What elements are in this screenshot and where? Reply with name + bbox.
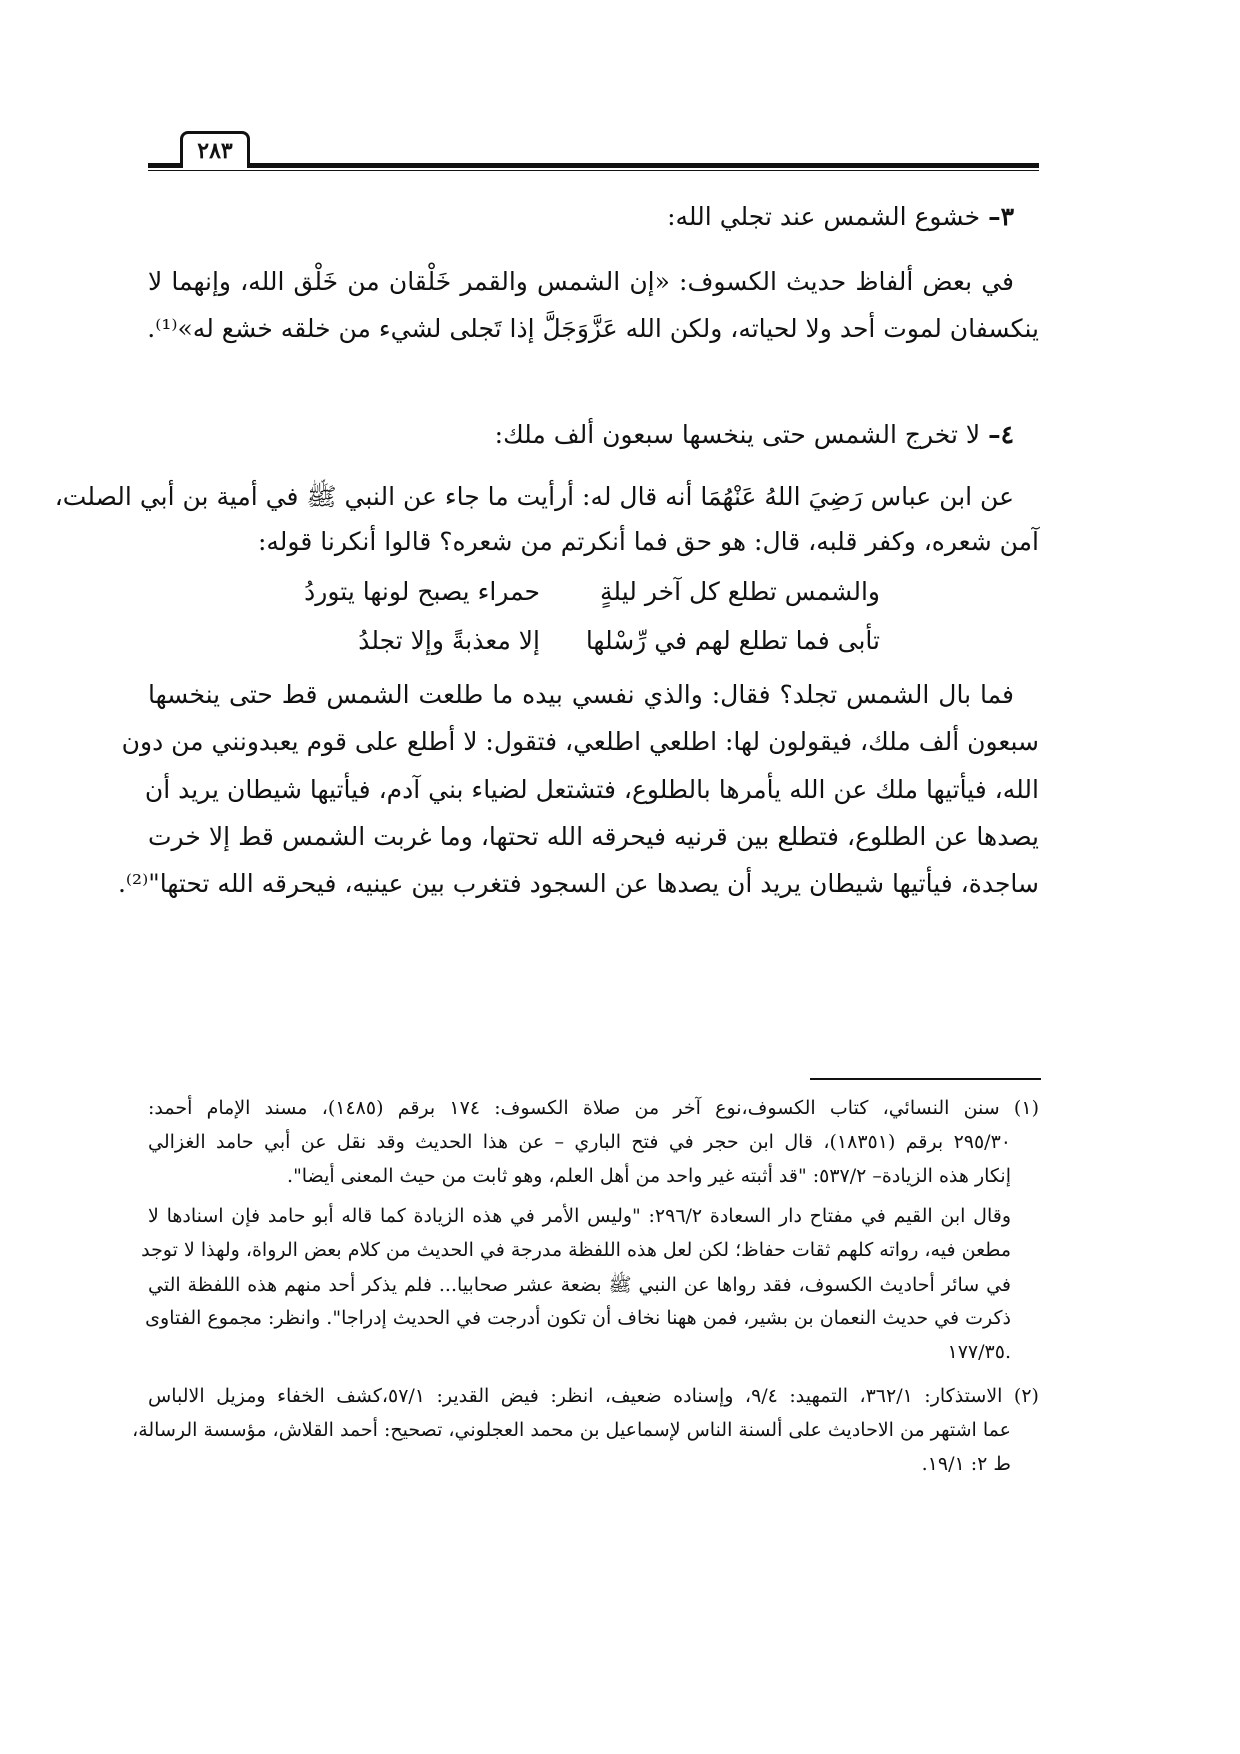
footnote-1-line: (١) سنن النسائي، كتاب الكسوف،نوع آخر من صلاة الكسوف: ١٧٤ برقم (١٤٨٥)، مسند الإمام أحمد: bbox=[148, 1097, 1039, 1119]
footnote-separator bbox=[810, 1078, 1041, 1080]
section-3-title: خشوع الشمس عند تجلي الله: bbox=[667, 202, 989, 231]
paragraph-line: في بعض ألفاظ حديث الكسوف: «إن الشمس والقمر خَلْقان من خَلْق الله، وإنهما لا bbox=[148, 267, 1014, 296]
footnote-1-line: وقال ابن القيم في مفتاح دار السعادة ٢٩٦/٢: "وليس الأمر في هذه الزيادة كما قاله أبو حامد فإن اسنادها لا bbox=[148, 1205, 1011, 1227]
header-rule-thin bbox=[148, 170, 1039, 171]
section-4-number: ٤– bbox=[988, 420, 1014, 449]
page-number: ٢٨٣ bbox=[180, 131, 250, 168]
verse-2-second-hemistich: إلا معذبةً وإلا تجلدُ bbox=[358, 626, 540, 655]
footnote-1-line: .١٧٧/٣٥ bbox=[947, 1341, 1011, 1363]
paragraph-line: يصدها عن الطلوع، فتطلع بين قرنيه فيحرقه الله تحتها، وما غربت الشمس قط إلا خرت bbox=[148, 822, 1039, 851]
footnote-1-line: ذكرت في حديث النعمان بن بشير، فمن ههنا نخاف أن تكون أدرجت في الحديث إدراجا". وانظر: مجموع الفتاوى bbox=[145, 1307, 1011, 1329]
paragraph-line: سبعون ألف ملك، فيقولون لها: اطلعي اطلعي، فتقول: لا أطلع على قوم يعبدونني من دون bbox=[121, 727, 1039, 756]
footnote-1-line: إنكار هذه الزيادة– ٥٣٧/٢: "قد أثبته غير واحد من أهل العلم، وهو ثابت من حيث المعنى أيضا". bbox=[287, 1165, 1011, 1187]
footnote-2-line: عما اشتهر من الاحاديث على ألسنة الناس لإسماعيل بن محمد العجلوني، تصحيح: أحمد القلاش، مؤسسة الرسالة، bbox=[132, 1419, 1011, 1441]
paragraph-line: آمن شعره، وكفر قلبه، قال: هو حق فما أنكرتم من شعره؟ قالوا أنكرنا قوله: bbox=[257, 527, 1039, 556]
paragraph-line: ينكسفان لموت أحد ولا لحياته، ولكن الله عَزَّوَجَلَّ إذا تَجلى لشيء من خلقه خشع له»⁽¹⁾. bbox=[147, 314, 1039, 343]
verse-2-first-hemistich: تأبى فما تطلع لهم في رِّسْلها bbox=[585, 626, 880, 655]
verse-1-first-hemistich: والشمس تطلع كل آخر ليلةٍ bbox=[600, 577, 880, 606]
section-3-number: ٣– bbox=[988, 202, 1014, 231]
header-rule-thick bbox=[148, 163, 1039, 168]
footnote-2-line: ط ٢: ١٩/١. bbox=[921, 1453, 1011, 1475]
footnote-2-line: (٢) الاستذكار: ٣٦٢/١، التمهيد: ٩/٤، وإسناده ضعيف، انظر: فيض القدير: ٥٧/١،كشف الخفاء ومزيل الالباس bbox=[148, 1385, 1039, 1407]
paragraph-line: الله، فيأتيها ملك عن الله يأمرها بالطلوع، فتشتعل لضياء بني آدم، فيأتيها شيطان يريد أن bbox=[144, 775, 1039, 804]
section-3-heading bbox=[667, 202, 1014, 231]
footnote-1-line: مطعن فيه، رواته كلهم ثقات حفاظ؛ لكن لعل هذه اللفظة مدرجة في الحديث من كلام بعض الرواة، ولهذا لا توجد bbox=[141, 1239, 1011, 1261]
paragraph-line: فما بال الشمس تجلد؟ فقال: والذي نفسي بيده ما طلعت الشمس قط حتى ينخسها bbox=[148, 680, 1014, 709]
footnote-1-line: في سائر أحاديث الكسوف، فقد رواها عن النبي ﷺ بضعة عشر صحابيا... فلم يذكر أحد منهم هذه اللفظة التي bbox=[148, 1274, 1011, 1296]
section-4-title: لا تخرج الشمس حتى ينخسها سبعون ألف ملك: bbox=[494, 420, 989, 449]
footnote-1-line: ٢٩٥/٣٠ برقم (١٨٣٥١)، قال ابن حجر في فتح الباري – عن هذا الحديث وقد نقل عن أبي حامد الغزالي bbox=[148, 1131, 1011, 1153]
paragraph-line: عن ابن عباس رَضِيَ اللهُ عَنْهُمَا أنه قال له: أرأيت ما جاء عن النبي ﷺ في أمية بن أبي الصلت، bbox=[54, 482, 1014, 511]
section-4-heading bbox=[495, 420, 1014, 449]
verse-1-second-hemistich: حمراء يصبح لونها يتوردُ bbox=[304, 577, 540, 606]
paragraph-line: ساجدة، فيأتيها شيطان يريد أن يصدها عن السجود فتغرب بين عينيه، فيحرقه الله تحتها"⁽²⁾. bbox=[117, 869, 1039, 898]
